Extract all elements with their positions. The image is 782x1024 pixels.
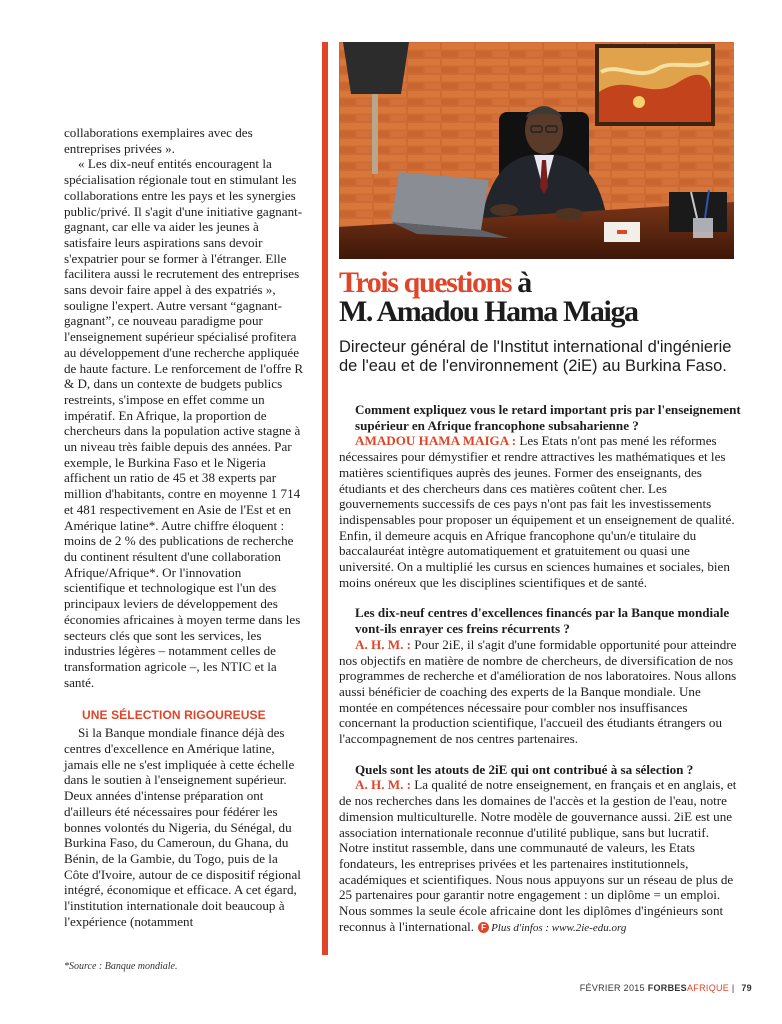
- forbes-f-icon: F: [478, 922, 489, 933]
- question-3: Quels sont les atouts de 2iE qui ont contribué à sa sélection ?: [355, 761, 694, 777]
- headline-name: M. Amadou Hama Maiga: [339, 295, 638, 328]
- question-1: Comment expliquez vous le retard important pris par l'enseignement supérieur en Afrique francophone subsaharienne ?: [355, 402, 741, 433]
- answer-1-text: Les Etats n'ont pas mené les réformes nécessaires pour démystifier et rendre attractives les mathématiques et les matières scientifiques auprès des jeunes. Former des enseignants, des étudiants et des chercheurs dans ces matières coûtent cher. Les gouvernements successifs de ces pays n'ont pas fait les investissements indispensables pour proposer un équipement et un enseignement de qualité. Enfin, il demeure acquis en Afrique francophone qu'un/e titulaire du baccalauréat intègre automatiquement et gratuitement ou quasi une université. On a multiplié les cursus en sciences humaines et sociales, bien moins onéreux que les disciplines scientifiques et de santé.: [339, 433, 735, 590]
- folio-brand-suffix: AFRIQUE: [687, 983, 730, 993]
- question-2: Les dix-neuf centres d'excellences financés par la Banque mondiale vont-ils enrayer ces freins récurrents ?: [355, 605, 730, 637]
- speaker-2: A. H. M. :: [355, 636, 412, 652]
- portrait-photo: [339, 42, 734, 259]
- page-folio: [580, 983, 752, 993]
- accent-bar: [322, 42, 328, 955]
- section-heading: UNE SÉLECTION RIGOUREUSE: [82, 708, 266, 723]
- headline-highlight: Trois questions: [339, 266, 512, 299]
- headline-connector: à: [511, 266, 531, 299]
- footnote: *Source : Banque mondiale.: [64, 961, 178, 972]
- answer-3-text: La qualité de notre enseignement, en français et en anglais, et de nos recherches dans les domaines de l'accès et la gestion de l'eau, notre dimension multiculturelle. Notre modèle de gouvernance aussi. 2iE est une association internationale reconnue d'utilité publique, sans but lucratif. Notre institut rassemble, dans une communauté de valeurs, les Etats fondateurs, les entreprises privées et les partenaires institutionnels, académiques et scientifiques. Nous nous appuyons sur un réseau de plus de 25 partenaires pour garantir notre engagement : un diplôme = un emploi. Nous sommes la seule école africaine dont les diplômes d'ingénieurs sont reconnus à l'international.: [339, 777, 737, 934]
- folio-separator: |: [731, 983, 735, 993]
- speaker-3: A. H. M. :: [355, 777, 412, 793]
- answer-3: [339, 777, 741, 936]
- more-info-link[interactable]: Plus d'infos : www.2ie-edu.org: [491, 921, 627, 934]
- answer-1: [339, 433, 741, 590]
- speaker-1: AMADOU HAMA MAIGA :: [355, 433, 517, 449]
- page-number: 79: [741, 983, 752, 993]
- left-paragraph-2: « Les dix-neuf entités encouragent la spécialisation régionale tout en stimulant les collaborations entre les pays et les synergies public/privé. Il s'agit d'une initiative gagnant-gagnant, car elle va aider les jeunes à satisfaire leurs aspirations sans devoir s'expatrier pour se former à l'étranger. Elle facilitera aussi le recrutement des entreprises sans devoir faire appel à des expatriés », souligne l'expert. Autre versant “gagnant-gagnant”, ce nouveau paradigme pour l'enseignement supérieur spécialisé profitera au développement d'une recherche appliquée de haute facture. Le renforcement de l'offre R & D, dans un contexte de budgets publics restreints, s'impose en effet comme un impératif. En Afrique, la proportion de chercheurs dans la population active stagne à un niveau très faible depuis des années. Par exemple, le Burkina Faso et le Nigeria affichent un ratio de 45 et 38 experts par million d'habitants, contre en moyenne 1 714 et 481 respectivement en Asie de l'Est et en Amérique latine*. Autre chiffre éloquent : moins de 2 % des publications de recherche du continent résultent d'une collaboration Afrique/Afrique*. Or l'innovation scientifique et technologique est l'un des principaux leviers de développement des économies africaines à moyen terme dans les secteurs clés que sont les services, les industries légères – notamment celles de transformation agricole –, les NTIC et la santé.: [64, 156, 304, 690]
- section-paragraph: Si la Banque mondiale finance déjà des centres d'excellence en Amérique latine, jamais elle ne s'est impliquée à cette échelle dans le soutien à l'enseignement supérieur. Deux années d'intense préparation ont d'ailleurs été nécessaires pour fédérer les bonnes volontés du Nigeria, du Sénégal, du Burkina Faso, du Cameroun, du Ghana, du Bénin, de la Gambie, du Togo, puis de la Côte d'Ivoire, autour de ce dispositif régional intégré, économique et efficace. A cet égard, l'institution internationale doit beaucoup à l'expérience (notamment: [64, 725, 301, 929]
- answer-2: [339, 637, 741, 747]
- left-paragraph-1: collaborations exemplaires avec des entreprises privées ».: [64, 125, 253, 156]
- folio-date: FÉVRIER 2015: [579, 983, 645, 993]
- left-column: [64, 125, 304, 929]
- folio-brand: FORBES: [647, 983, 687, 993]
- interview-column: [339, 402, 741, 937]
- headline: [339, 268, 759, 326]
- subhead: Directeur général de l'Institut international d'ingénierie de l'eau et de l'environnement (2iE) au Burkina Faso.: [339, 338, 732, 375]
- answer-2-text: Pour 2iE, il s'agit d'une formidable opportunité pour atteindre nos objectifs en matière de nombre de chercheurs, de diversification de nos programmes de recherche et d'amélioration de nos laboratoires. Nous allons aussi bénéficier de coaching des experts de la Banque mondiale. Une montée en compétences nécessaire pour combler nos insuffisances concernant la production scientifique, l'accueil des étudiants étrangers ou l'accompagnement de nos centres partenaires.: [339, 636, 737, 747]
